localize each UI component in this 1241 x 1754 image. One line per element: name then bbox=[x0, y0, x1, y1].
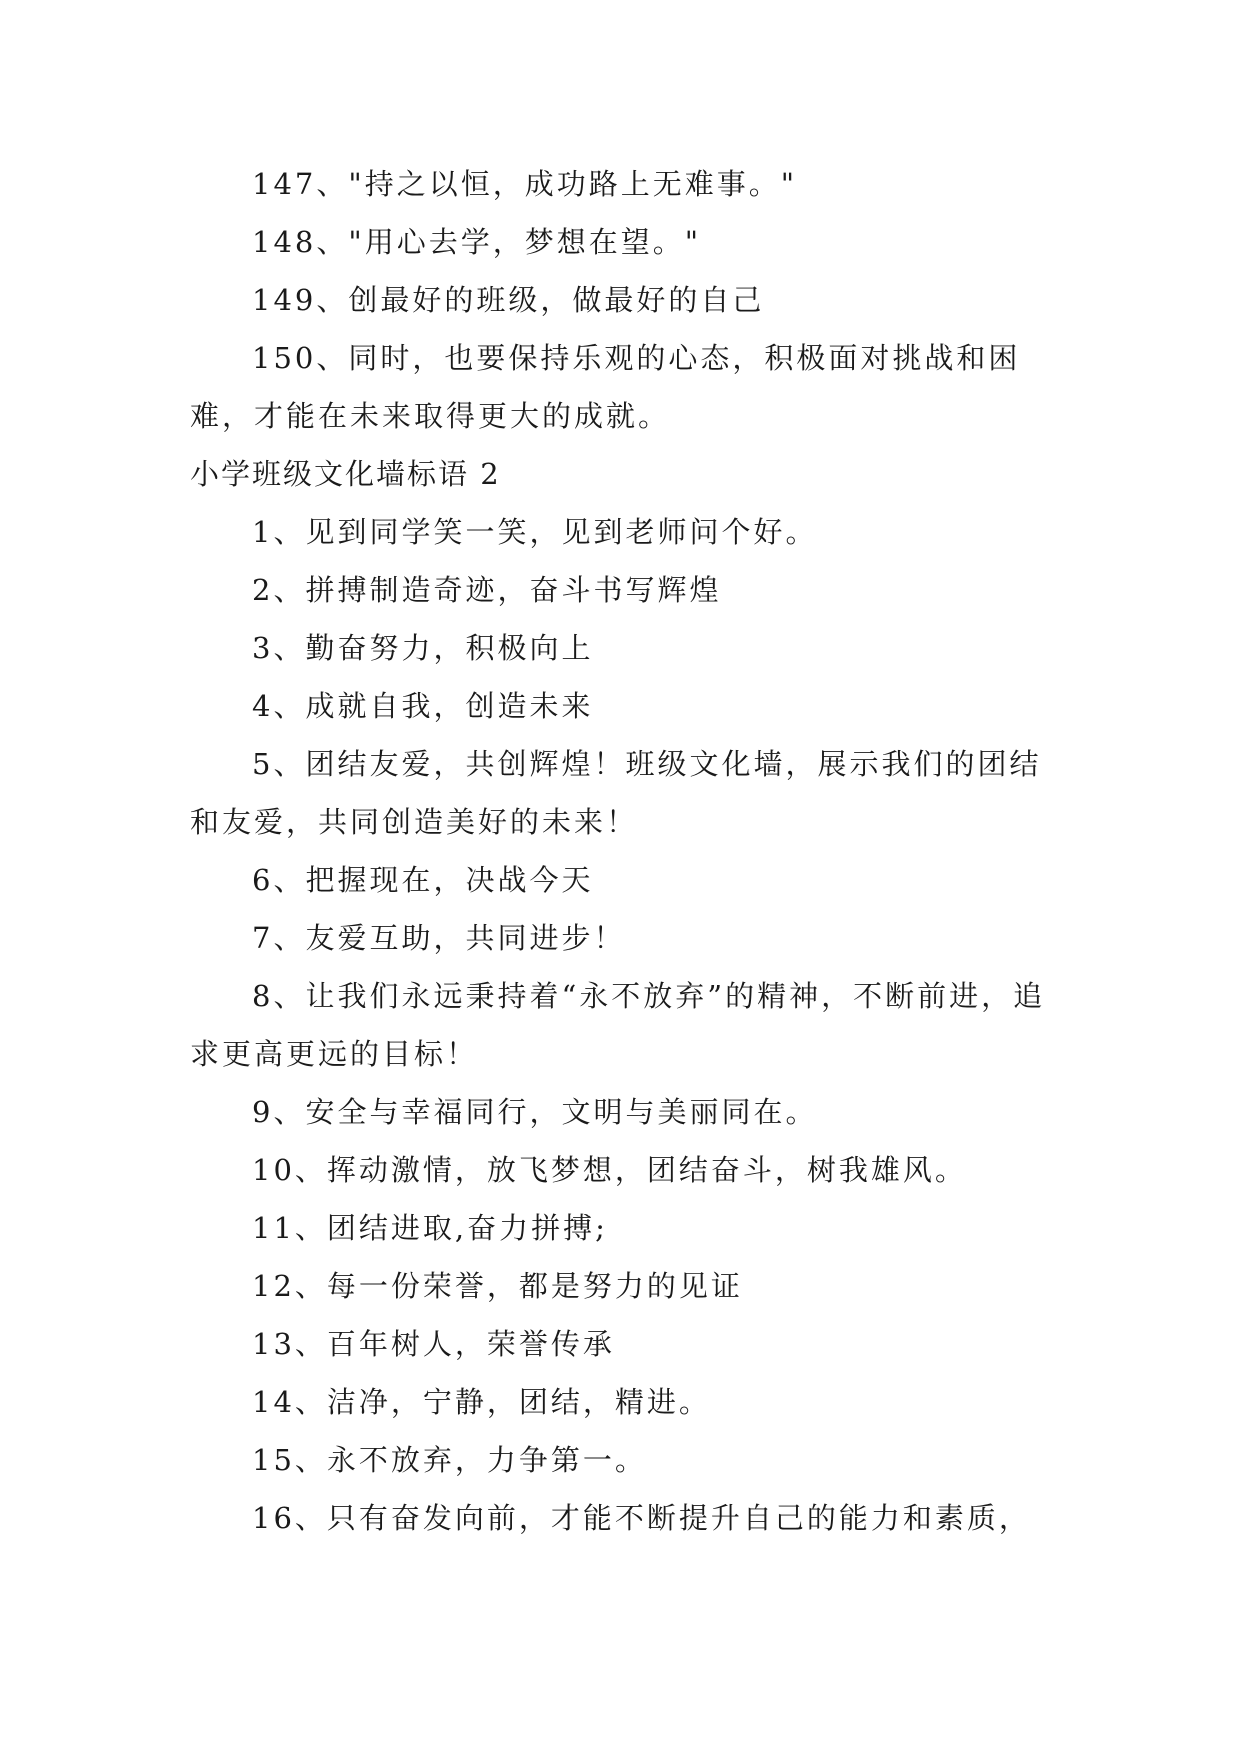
paragraph-10: 10、挥动激情，放飞梦想，团结奋斗，树我雄风。 bbox=[252, 1153, 967, 1187]
paragraph-8: 8、让我们永远秉持着“永不放弃”的精神，不断前进，追求更高更远的目标！ bbox=[190, 979, 1046, 1071]
paragraph-11: 11、团结进取,奋力拼搏; bbox=[252, 1211, 608, 1245]
paragraph-9: 9、安全与幸福同行，文明与美丽同在。 bbox=[252, 1095, 818, 1129]
paragraph-2: 2、拼搏制造奇迹，奋斗书写辉煌 bbox=[252, 573, 722, 607]
paragraph-147: 147、"持之以恒，成功路上无难事。" bbox=[252, 167, 798, 201]
paragraph-3: 3、勤奋努力，积极向上 bbox=[252, 631, 594, 665]
paragraph-148: 148、"用心去学，梦想在望。" bbox=[252, 225, 702, 259]
paragraph-4: 4、成就自我，创造未来 bbox=[252, 689, 594, 723]
paragraph-15: 15、永不放弃，力争第一。 bbox=[252, 1443, 647, 1477]
paragraph-12: 12、每一份荣誉，都是努力的见证 bbox=[252, 1269, 743, 1303]
paragraph-1: 1、见到同学笑一笑，见到老师问个好。 bbox=[252, 515, 818, 549]
paragraph-13: 13、百年树人，荣誉传承 bbox=[252, 1327, 615, 1361]
document-body bbox=[190, 155, 1060, 1547]
paragraph-14: 14、洁净，宁静，团结，精进。 bbox=[252, 1385, 711, 1419]
paragraph-6: 6、把握现在，决战今天 bbox=[252, 863, 594, 897]
paragraph-5: 5、团结友爱，共创辉煌！班级文化墙，展示我们的团结和友爱，共同创造美好的未来！ bbox=[190, 747, 1042, 839]
paragraph-7: 7、友爱互助，共同进步！ bbox=[252, 921, 626, 955]
paragraph-16: 16、只有奋发向前，才能不断提升自己的能力和素质， bbox=[252, 1501, 1031, 1535]
section-heading: 小学班级文化墙标语 2 bbox=[190, 457, 501, 491]
paragraph-150: 150、同时，也要保持乐观的心态，积极面对挑战和困难，才能在未来取得更大的成就。 bbox=[190, 341, 1021, 433]
paragraph-149: 149、创最好的班级，做最好的自己 bbox=[252, 283, 765, 317]
